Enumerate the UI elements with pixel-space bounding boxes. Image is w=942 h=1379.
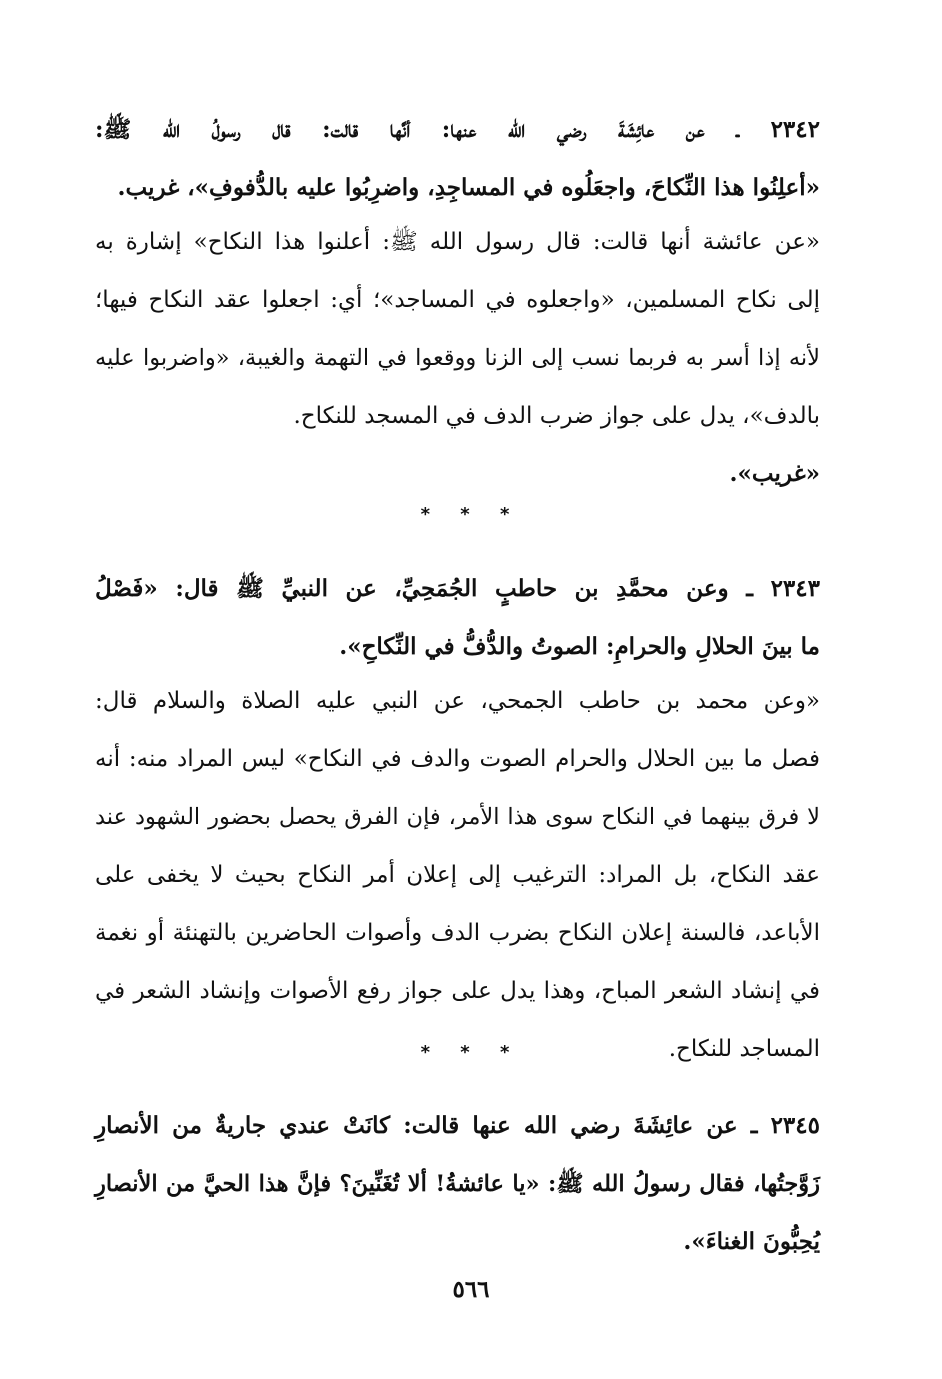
section-separator: * * *	[420, 1042, 522, 1063]
text-line: الأباعد، فالسنة إعلان النكاح بضرب الدف وأصوات الحاضرين بالتهنئة أو نغمة	[95, 920, 820, 946]
text-line: عقد النكاح، بل المراد: الترغيب إلى إعلان أمر النكاح بحيث لا يخفى على	[95, 862, 820, 888]
page-number: ٥٦٦	[452, 1276, 490, 1303]
commentary-2343	[95, 672, 820, 1078]
hadith-2342	[95, 101, 820, 217]
text-line: «أعلِنُوا هذا النِّكاحَ، واجعَلُوه في المساجِدِ، واضرِبُوا عليه بالدُّفوفِ»، غريب.	[117, 174, 820, 201]
text-line: ٢٣٤٢ ـ عن عائِشَةَ رضي الله عنها: أنَّها قالت: قال رسولُ الله ﷺ:	[95, 116, 820, 143]
text-line: زَوَّجتُها، فقال رسولُ الله ﷺ: «يا عائشةُ! ألا تُغَنِّينَ؟ فإنَّ هذا الحيَّ من الأنصارِ	[95, 1171, 820, 1197]
text-line: «عن عائشة أنها قالت: قال رسول الله ﷺ: أعلنوا هذا النكاح» إشارة به	[95, 229, 820, 255]
text-line: فصل ما بين الحلال والحرام الصوت والدف في النكاح» ليس المراد منه: أنه	[95, 746, 820, 772]
text-line: يُحِبُّونَ الغناءَ».	[683, 1228, 820, 1255]
text-line: إلى نكاح المسلمين، «واجعلوه في المساجد»؛ أي: اجعلوا عقد النكاح فيها؛	[95, 287, 820, 313]
text-line: لا فرق بينهما في النكاح سوى هذا الأمر، فإن الفرق يحصل بحضور الشهود عند	[95, 804, 820, 830]
text-line: في إنشاد الشعر المباح، وهذا يدل على جواز رفع الأصوات وإنشاد الشعر في	[95, 978, 820, 1004]
section-separator: * * *	[420, 504, 522, 525]
hadith-2345	[95, 1097, 820, 1271]
commentary-2342	[95, 213, 820, 503]
text-line: «غريب».	[729, 460, 820, 487]
text-line: ٢٣٤٣ ـ وعن محمَّدِ بن حاطبٍ الجُمَحِيِّ، عن النبيِّ ﷺ قال: «فَصْلُ	[95, 575, 820, 602]
text-line: ٢٣٤٥ ـ عن عائِشَةَ رضي الله عنها قالت: كانَتْ عندي جاريةٌ من الأنصارِ	[95, 1112, 820, 1139]
text-line: ما بينَ الحلالِ والحرامِ: الصوتُ والدُّفُّ في النِّكاحِ».	[339, 633, 820, 660]
text-line: المساجد للنكاح.	[668, 1036, 820, 1062]
text-line: بالدف»، يدل على جواز ضرب الدف في المسجد للنكاح.	[293, 403, 820, 429]
text-line: لأنه إذا أسر به فربما نسب إلى الزنا ووقعوا في التهمة والغيبة، «واضربوا عليه	[95, 345, 820, 371]
text-line: «وعن محمد بن حاطب الجمحي، عن النبي عليه الصلاة والسلام قال:	[95, 688, 820, 714]
hadith-2343	[95, 560, 820, 676]
